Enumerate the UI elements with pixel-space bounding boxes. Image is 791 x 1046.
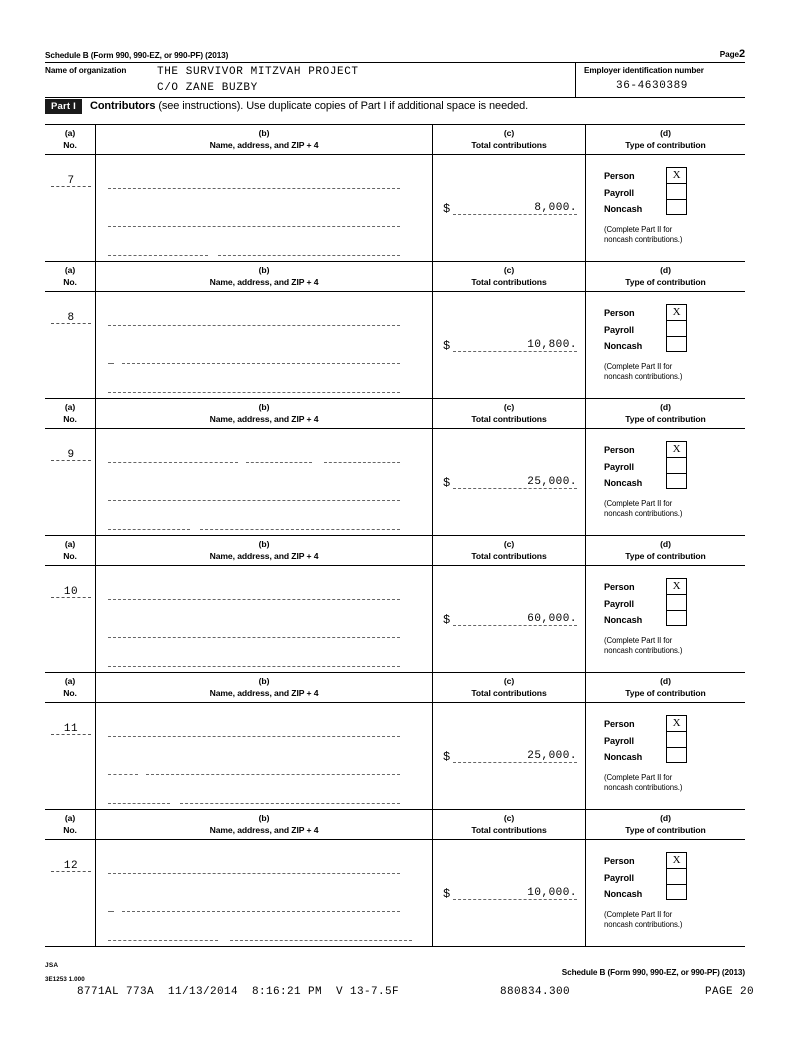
total-contributions-cell[interactable] bbox=[432, 155, 585, 261]
column-header-d-label: Type of contribution bbox=[625, 414, 706, 424]
ein-value: 36-4630389 bbox=[616, 80, 689, 92]
column-header-b-letter: (b) bbox=[258, 539, 270, 549]
name-address-write-in-line[interactable] bbox=[122, 363, 400, 364]
table-row bbox=[45, 292, 745, 398]
payroll-label: Payroll bbox=[604, 872, 634, 883]
name-address-write-in-line[interactable] bbox=[230, 940, 412, 941]
column-header-d-label: Type of contribution bbox=[625, 825, 706, 835]
currency-symbol: $ bbox=[443, 887, 451, 901]
form-code: 3E1253 1.000 bbox=[45, 976, 85, 983]
column-header-b-letter: (b) bbox=[258, 402, 270, 412]
payroll-label: Payroll bbox=[604, 598, 634, 609]
total-contributions-cell[interactable] bbox=[432, 429, 585, 535]
column-header-d bbox=[585, 673, 745, 702]
payroll-label: Payroll bbox=[604, 187, 634, 198]
contributor-block bbox=[45, 673, 745, 810]
run-info-client-id: 880834.300 bbox=[500, 986, 571, 998]
column-header-c bbox=[432, 262, 585, 291]
total-contributions-field[interactable] bbox=[443, 750, 577, 763]
column-header-c-label: Total contributions bbox=[471, 551, 547, 561]
type-of-contribution-cell bbox=[585, 566, 745, 672]
column-header-a-letter: (a) bbox=[64, 265, 76, 275]
noncash-note-line-1: (Complete Part II for bbox=[604, 909, 673, 919]
column-header-a-label: No. bbox=[63, 825, 77, 835]
column-header-d-letter: (d) bbox=[660, 539, 671, 549]
noncash-checkbox[interactable] bbox=[666, 747, 687, 763]
column-header-c bbox=[432, 125, 585, 154]
noncash-checkbox[interactable] bbox=[666, 199, 687, 215]
person-label: Person bbox=[604, 171, 635, 181]
person-checkbox[interactable]: X bbox=[666, 441, 687, 457]
name-address-write-in-line[interactable] bbox=[108, 940, 218, 941]
total-contributions-value: 10,000. bbox=[453, 887, 577, 900]
total-contributions-value: 25,000. bbox=[453, 750, 577, 763]
name-address-write-in-line[interactable] bbox=[108, 637, 400, 638]
name-address-write-in-line[interactable] bbox=[108, 325, 400, 326]
noncash-note bbox=[604, 499, 687, 520]
column-header-b-label: Name, address, and ZIP + 4 bbox=[209, 688, 319, 698]
type-of-contribution-checkboxes bbox=[666, 578, 687, 626]
person-label: Person bbox=[604, 719, 635, 729]
column-header-b bbox=[95, 262, 432, 291]
total-contributions-cell[interactable] bbox=[432, 703, 585, 809]
name-address-write-in-line[interactable] bbox=[108, 529, 190, 530]
contributor-number-field[interactable] bbox=[51, 312, 91, 324]
total-contributions-field[interactable] bbox=[443, 887, 577, 900]
type-of-contribution-group bbox=[604, 304, 687, 383]
ein-label: Employer identification number bbox=[584, 66, 704, 75]
name-address-write-in-line[interactable] bbox=[180, 803, 400, 804]
column-header-b bbox=[95, 125, 432, 154]
schedule-header-line bbox=[45, 48, 745, 62]
total-contributions-value: 25,000. bbox=[453, 476, 577, 489]
name-address-write-in-line[interactable] bbox=[122, 911, 400, 912]
contributor-number-cell[interactable] bbox=[45, 840, 95, 946]
total-contributions-field[interactable] bbox=[443, 613, 577, 626]
column-header-c-letter: (c) bbox=[503, 128, 515, 138]
type-of-contribution-grid bbox=[604, 715, 687, 766]
person-label: Person bbox=[604, 582, 635, 592]
page-word: Page bbox=[719, 50, 739, 59]
jsa-mark: JSA bbox=[45, 962, 59, 969]
org-name-line-2: C/O ZANE BUZBY bbox=[157, 82, 258, 94]
contributor-number-cell[interactable] bbox=[45, 429, 95, 535]
schedule-footer: Schedule B (Form 990, 990-EZ, or 990-PF) (2013) bbox=[561, 968, 745, 977]
column-header-d-letter: (d) bbox=[660, 265, 671, 275]
noncash-note-line-1: (Complete Part II for bbox=[604, 635, 673, 645]
noncash-label: Noncash bbox=[604, 752, 643, 762]
column-header-c bbox=[432, 399, 585, 428]
column-header-d-letter: (d) bbox=[660, 676, 671, 686]
column-header-c-label: Total contributions bbox=[471, 825, 547, 835]
currency-symbol: $ bbox=[443, 613, 451, 627]
page-footer bbox=[45, 962, 755, 1002]
column-header-c-letter: (c) bbox=[503, 265, 515, 275]
contributor-number-field[interactable] bbox=[51, 860, 91, 872]
column-header-b-letter: (b) bbox=[258, 265, 270, 275]
type-of-contribution-grid bbox=[604, 852, 687, 903]
total-contributions-value: 10,800. bbox=[453, 339, 577, 352]
payroll-label: Payroll bbox=[604, 324, 634, 335]
column-header-b bbox=[95, 399, 432, 428]
name-address-cell[interactable] bbox=[95, 429, 432, 535]
payroll-label: Payroll bbox=[604, 461, 634, 472]
noncash-label: Noncash bbox=[604, 341, 643, 351]
column-header-a-label: No. bbox=[63, 688, 77, 698]
column-header-b-letter: (b) bbox=[258, 813, 270, 823]
name-address-write-in-line[interactable] bbox=[324, 462, 400, 463]
contributor-block bbox=[45, 810, 745, 947]
column-header-b-letter: (b) bbox=[258, 128, 270, 138]
table-row bbox=[45, 155, 745, 261]
contributor-number-cell[interactable] bbox=[45, 703, 95, 809]
contributor-block bbox=[45, 399, 745, 536]
contributor-number-value: 8 bbox=[67, 312, 75, 324]
run-info-line bbox=[45, 986, 755, 1002]
person-label: Person bbox=[604, 445, 635, 455]
person-checkbox[interactable]: X bbox=[666, 304, 687, 320]
column-header-c-letter: (c) bbox=[503, 813, 515, 823]
organization-name-value bbox=[157, 64, 359, 96]
noncash-label: Noncash bbox=[604, 889, 643, 899]
noncash-note bbox=[604, 773, 687, 794]
contributor-block bbox=[45, 125, 745, 262]
name-address-write-in-line[interactable] bbox=[108, 500, 400, 501]
payroll-checkbox[interactable] bbox=[666, 594, 687, 610]
type-of-contribution-labels bbox=[604, 852, 642, 903]
noncash-checkbox[interactable] bbox=[666, 610, 687, 626]
contributor-number-cell[interactable] bbox=[45, 292, 95, 398]
contributors-table bbox=[45, 124, 745, 947]
total-contributions-value: 8,000. bbox=[453, 202, 577, 215]
column-header-c-label: Total contributions bbox=[471, 140, 547, 150]
total-contributions-field[interactable] bbox=[443, 476, 577, 489]
name-address-cell[interactable] bbox=[95, 703, 432, 809]
column-header-a bbox=[45, 536, 95, 565]
column-header-row bbox=[45, 673, 745, 703]
column-header-a-letter: (a) bbox=[64, 402, 76, 412]
total-contributions-field[interactable] bbox=[443, 202, 577, 215]
type-of-contribution-group bbox=[604, 441, 687, 520]
run-info-page: PAGE 20 bbox=[705, 986, 755, 998]
name-address-cell[interactable] bbox=[95, 155, 432, 261]
type-of-contribution-cell bbox=[585, 840, 745, 946]
table-row bbox=[45, 703, 745, 809]
column-header-a bbox=[45, 125, 95, 154]
org-name-line-1: THE SURVIVOR MITZVAH PROJECT bbox=[157, 66, 359, 78]
column-header-a-letter: (a) bbox=[64, 539, 76, 549]
noncash-note-line-1: (Complete Part II for bbox=[604, 224, 673, 234]
contributor-number-cell[interactable] bbox=[45, 155, 95, 261]
column-header-row bbox=[45, 399, 745, 429]
noncash-note bbox=[604, 910, 687, 931]
run-info-timestamp: 8771AL 773A 11/13/2014 8:16:21 PM V 13-7.5F bbox=[77, 986, 400, 998]
noncash-checkbox[interactable] bbox=[666, 336, 687, 352]
name-address-write-in-line[interactable] bbox=[108, 774, 138, 775]
name-address-write-in-line[interactable] bbox=[246, 462, 312, 463]
name-address-write-in-line[interactable] bbox=[108, 392, 400, 393]
total-contributions-field[interactable] bbox=[443, 339, 577, 352]
noncash-note-line-2: noncash contributions.) bbox=[604, 920, 683, 929]
column-header-d bbox=[585, 399, 745, 428]
noncash-checkbox[interactable] bbox=[666, 884, 687, 900]
total-contributions-cell[interactable] bbox=[432, 840, 585, 946]
noncash-note bbox=[604, 362, 687, 383]
type-of-contribution-checkboxes bbox=[666, 441, 687, 489]
column-header-a-letter: (a) bbox=[64, 676, 76, 686]
name-address-write-in-line[interactable] bbox=[108, 462, 238, 463]
name-address-write-in-line[interactable] bbox=[108, 873, 400, 874]
currency-symbol: $ bbox=[443, 202, 451, 216]
payroll-checkbox[interactable] bbox=[666, 868, 687, 884]
column-header-d-label: Type of contribution bbox=[625, 551, 706, 561]
payroll-checkbox[interactable] bbox=[666, 183, 687, 199]
table-row bbox=[45, 840, 745, 946]
column-header-c-label: Total contributions bbox=[471, 688, 547, 698]
noncash-note-line-1: (Complete Part II for bbox=[604, 361, 673, 371]
currency-symbol: $ bbox=[443, 339, 451, 353]
column-header-b-label: Name, address, and ZIP + 4 bbox=[209, 825, 319, 835]
type-of-contribution-group bbox=[604, 715, 687, 794]
type-of-contribution-cell bbox=[585, 155, 745, 261]
contributor-number-value: 10 bbox=[63, 586, 79, 598]
type-of-contribution-cell bbox=[585, 429, 745, 535]
noncash-note-line-2: noncash contributions.) bbox=[604, 372, 683, 381]
column-header-b bbox=[95, 673, 432, 702]
person-checkbox[interactable]: X bbox=[666, 578, 687, 594]
column-header-b bbox=[95, 810, 432, 839]
name-address-write-in-line[interactable] bbox=[108, 736, 400, 737]
noncash-checkbox[interactable] bbox=[666, 473, 687, 489]
column-header-d-label: Type of contribution bbox=[625, 688, 706, 698]
column-header-c bbox=[432, 810, 585, 839]
payroll-label: Payroll bbox=[604, 735, 634, 746]
noncash-label: Noncash bbox=[604, 204, 643, 214]
column-header-b-label: Name, address, and ZIP + 4 bbox=[209, 551, 319, 561]
column-header-b-label: Name, address, and ZIP + 4 bbox=[209, 140, 319, 150]
noncash-note-line-2: noncash contributions.) bbox=[604, 783, 683, 792]
column-header-b-label: Name, address, and ZIP + 4 bbox=[209, 414, 319, 424]
contributor-number-value: 7 bbox=[67, 175, 75, 187]
column-header-b-label: Name, address, and ZIP + 4 bbox=[209, 277, 319, 287]
column-header-c-label: Total contributions bbox=[471, 277, 547, 287]
column-header-a-label: No. bbox=[63, 551, 77, 561]
name-address-cell[interactable] bbox=[95, 566, 432, 672]
contributor-number-field[interactable] bbox=[51, 586, 91, 598]
name-address-write-in-line[interactable] bbox=[108, 363, 114, 364]
part-instructions: (see instructions). Use duplicate copies of Part I if additional space is needed. bbox=[155, 99, 529, 112]
column-header-d-letter: (d) bbox=[660, 813, 671, 823]
column-header-a bbox=[45, 673, 95, 702]
name-address-write-in-line[interactable] bbox=[108, 255, 208, 256]
contributor-number-value: 11 bbox=[63, 723, 79, 735]
contributor-number-field[interactable] bbox=[51, 175, 91, 187]
payroll-checkbox[interactable] bbox=[666, 320, 687, 336]
type-of-contribution-group bbox=[604, 167, 687, 246]
person-checkbox[interactable]: X bbox=[666, 167, 687, 183]
part-badge: Part I bbox=[45, 99, 82, 114]
name-address-write-in-line[interactable] bbox=[108, 911, 114, 912]
contributor-block bbox=[45, 536, 745, 673]
part-description bbox=[90, 100, 528, 112]
type-of-contribution-grid bbox=[604, 578, 687, 629]
part-title: Contributors bbox=[89, 99, 156, 112]
contributor-number-cell[interactable] bbox=[45, 566, 95, 672]
noncash-note-line-2: noncash contributions.) bbox=[604, 235, 683, 244]
type-of-contribution-grid bbox=[604, 167, 687, 218]
name-address-cell[interactable] bbox=[95, 292, 432, 398]
type-of-contribution-checkboxes bbox=[666, 715, 687, 763]
type-of-contribution-group bbox=[604, 852, 687, 931]
currency-symbol: $ bbox=[443, 476, 451, 490]
schedule-title: Schedule B (Form 990, 990-EZ, or 990-PF) (2013) bbox=[45, 51, 229, 60]
column-header-row bbox=[45, 125, 745, 155]
type-of-contribution-labels bbox=[604, 441, 642, 492]
column-header-d bbox=[585, 262, 745, 291]
name-address-write-in-line[interactable] bbox=[200, 529, 400, 530]
total-contributions-value: 60,000. bbox=[453, 613, 577, 626]
noncash-note-line-1: (Complete Part II for bbox=[604, 498, 673, 508]
column-header-row bbox=[45, 262, 745, 292]
total-contributions-cell[interactable] bbox=[432, 566, 585, 672]
column-header-row bbox=[45, 536, 745, 566]
contributor-number-value: 9 bbox=[67, 449, 75, 461]
contributor-number-value: 12 bbox=[63, 860, 79, 872]
type-of-contribution-group bbox=[604, 578, 687, 657]
contributor-number-field[interactable] bbox=[51, 723, 91, 735]
contributor-number-field[interactable] bbox=[51, 449, 91, 461]
column-header-b-letter: (b) bbox=[258, 676, 270, 686]
column-header-d bbox=[585, 810, 745, 839]
payroll-checkbox[interactable] bbox=[666, 731, 687, 747]
type-of-contribution-checkboxes bbox=[666, 304, 687, 352]
column-header-a-letter: (a) bbox=[64, 128, 76, 138]
column-header-a bbox=[45, 262, 95, 291]
organization-name-cell bbox=[45, 63, 576, 97]
type-of-contribution-cell bbox=[585, 292, 745, 398]
name-address-write-in-line[interactable] bbox=[108, 226, 400, 227]
column-header-b bbox=[95, 536, 432, 565]
name-address-write-in-line[interactable] bbox=[108, 188, 400, 189]
organization-identification-box bbox=[45, 62, 745, 98]
column-header-a bbox=[45, 399, 95, 428]
name-address-write-in-line[interactable] bbox=[218, 255, 400, 256]
name-address-write-in-line[interactable] bbox=[146, 774, 400, 775]
column-header-row bbox=[45, 810, 745, 840]
column-header-a-letter: (a) bbox=[64, 813, 76, 823]
column-header-a-label: No. bbox=[63, 140, 77, 150]
name-address-cell[interactable] bbox=[95, 840, 432, 946]
noncash-note bbox=[604, 225, 687, 246]
column-header-c bbox=[432, 673, 585, 702]
column-header-c-letter: (c) bbox=[503, 539, 515, 549]
noncash-note-line-2: noncash contributions.) bbox=[604, 509, 683, 518]
column-header-d-letter: (d) bbox=[660, 128, 671, 138]
column-header-a-label: No. bbox=[63, 277, 77, 287]
part-one-heading bbox=[45, 99, 745, 114]
organization-name-label: Name of organization bbox=[45, 66, 127, 75]
table-row bbox=[45, 566, 745, 672]
ein-cell bbox=[576, 63, 745, 97]
page-header bbox=[45, 48, 745, 98]
person-label: Person bbox=[604, 308, 635, 318]
noncash-label: Noncash bbox=[604, 615, 643, 625]
contributor-block bbox=[45, 262, 745, 399]
person-label: Person bbox=[604, 856, 635, 866]
payroll-checkbox[interactable] bbox=[666, 457, 687, 473]
type-of-contribution-cell bbox=[585, 703, 745, 809]
noncash-label: Noncash bbox=[604, 478, 643, 488]
name-address-write-in-line[interactable] bbox=[108, 666, 400, 667]
type-of-contribution-checkboxes bbox=[666, 852, 687, 900]
column-header-a-label: No. bbox=[63, 414, 77, 424]
type-of-contribution-labels bbox=[604, 715, 642, 766]
name-address-write-in-line[interactable] bbox=[108, 599, 400, 600]
noncash-note-line-2: noncash contributions.) bbox=[604, 646, 683, 655]
column-header-d-label: Type of contribution bbox=[625, 277, 706, 287]
type-of-contribution-grid bbox=[604, 441, 687, 492]
currency-symbol: $ bbox=[443, 750, 451, 764]
column-header-c-letter: (c) bbox=[503, 402, 515, 412]
column-header-d-label: Type of contribution bbox=[625, 140, 706, 150]
column-header-c-letter: (c) bbox=[503, 676, 515, 686]
noncash-note-line-1: (Complete Part II for bbox=[604, 772, 673, 782]
page-number-value: 2 bbox=[738, 48, 745, 60]
column-header-a bbox=[45, 810, 95, 839]
total-contributions-cell[interactable] bbox=[432, 292, 585, 398]
type-of-contribution-labels bbox=[604, 304, 642, 355]
name-address-write-in-line[interactable] bbox=[108, 803, 170, 804]
column-header-c bbox=[432, 536, 585, 565]
type-of-contribution-labels bbox=[604, 167, 642, 218]
person-checkbox[interactable]: X bbox=[666, 715, 687, 731]
table-row bbox=[45, 429, 745, 535]
type-of-contribution-labels bbox=[604, 578, 642, 629]
person-checkbox[interactable]: X bbox=[666, 852, 687, 868]
column-header-d bbox=[585, 125, 745, 154]
type-of-contribution-checkboxes bbox=[666, 167, 687, 215]
column-header-d bbox=[585, 536, 745, 565]
column-header-c-label: Total contributions bbox=[471, 414, 547, 424]
column-header-d-letter: (d) bbox=[660, 402, 671, 412]
page-number-label bbox=[720, 48, 745, 60]
type-of-contribution-grid bbox=[604, 304, 687, 355]
noncash-note bbox=[604, 636, 687, 657]
